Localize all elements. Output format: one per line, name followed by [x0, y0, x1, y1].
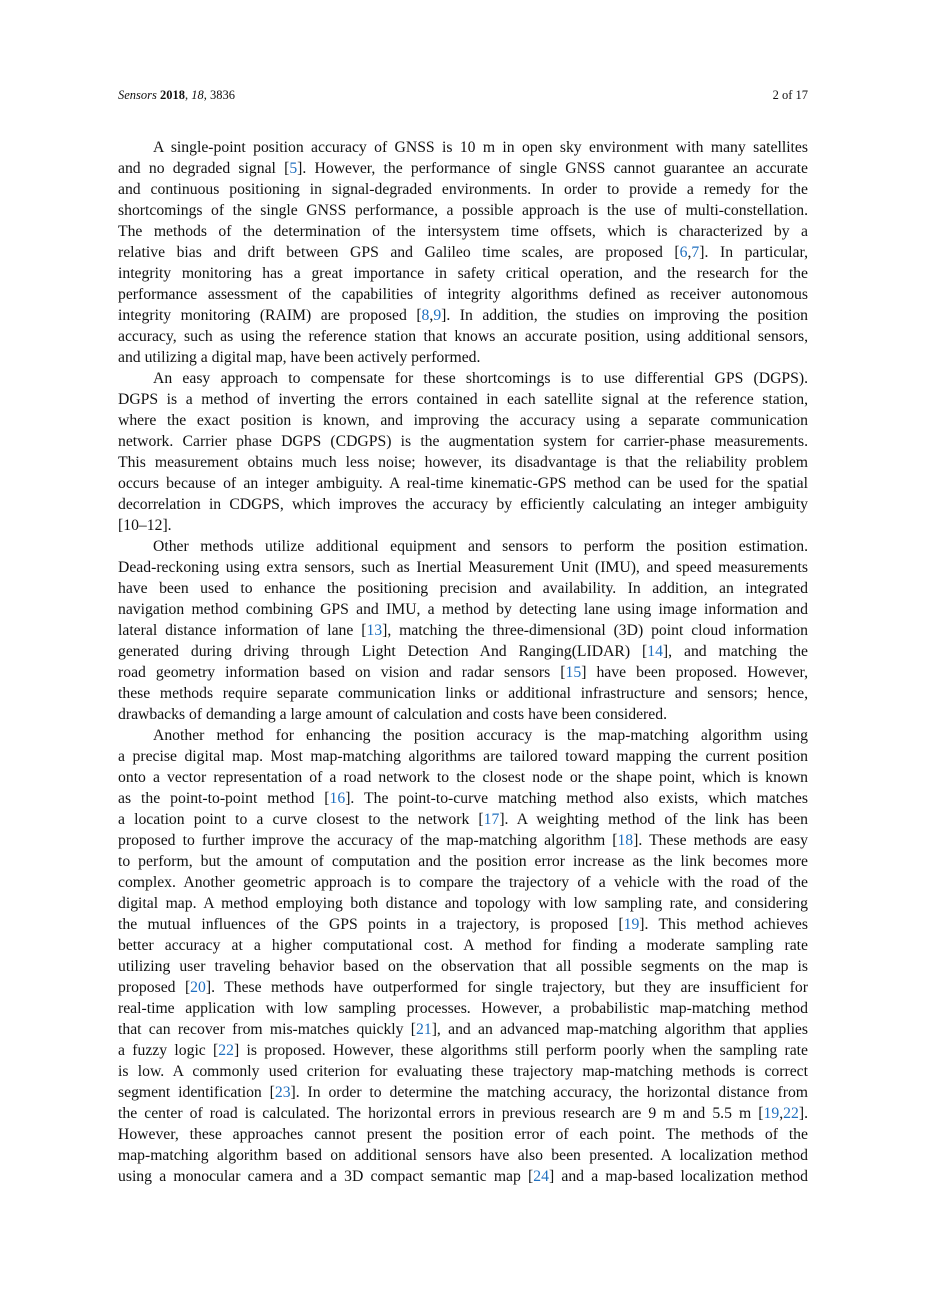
- journal-volume: 18: [191, 88, 204, 102]
- text-line: [10–12].: [118, 517, 172, 534]
- text-line: real-time application with low sampling processes. However, a probabilistic map-matching method: [118, 1000, 808, 1017]
- text-line: Other methods utilize additional equipment and sensors to perform the position estimation.: [153, 538, 808, 555]
- text-line: utilizing user traveling behavior based on the observation that all possible segments on the map is: [118, 958, 808, 975]
- text-line: However, these approaches cannot present the position error of each point. The methods of the: [118, 1126, 808, 1143]
- page-number: 2 of 17: [772, 88, 808, 102]
- text-line: and utilizing a digital map, have been actively performed.: [118, 349, 481, 366]
- text-line: proposed to further improve the accuracy of the map-matching algorithm [18]. These methods are easy: [118, 832, 808, 849]
- text-line: complex. Another geometric approach is to compare the trajectory of a vehicle with the road of the: [118, 874, 808, 891]
- citation-link[interactable]: 22: [783, 1105, 799, 1122]
- citation-link[interactable]: 9: [433, 307, 442, 324]
- citation-link[interactable]: 18: [617, 832, 634, 849]
- text-line: to perform, but the amount of computation and the position error increase as the link becomes more: [118, 853, 808, 870]
- text-line: the center of road is calculated. The horizontal errors in previous research are 9 m and 5.5 m [19,22].: [118, 1105, 808, 1122]
- text-line: occurs because of an integer ambiguity. A real-time kinematic-GPS method can be used for the spatial: [118, 475, 808, 492]
- text-line: onto a vector representation of a road network to the closest node or the shape point, which is known: [118, 769, 808, 786]
- citation-link[interactable]: 16: [329, 790, 346, 807]
- citation-link[interactable]: 19: [763, 1105, 780, 1122]
- text-line: integrity monitoring has a great importance in safety critical operation, and the research for the: [118, 265, 808, 282]
- text-line: a fuzzy logic [22] is proposed. However, these algorithms still perform poorly when the sampling rate: [118, 1042, 808, 1059]
- journal-name: Sensors: [118, 88, 157, 102]
- text-line: The methods of the determination of the intersystem time offsets, which is characterized by a: [118, 223, 808, 240]
- text-line: a precise digital map. Most map-matching algorithms are tailored toward mapping the current position: [118, 748, 808, 765]
- citation-link[interactable]: 15: [565, 664, 582, 681]
- text-line: that can recover from mis-matches quickly [21], and an advanced map-matching algorithm that applies: [118, 1021, 808, 1038]
- text-line: is low. A commonly used criterion for evaluating these trajectory map-matching methods is correct: [118, 1063, 808, 1080]
- text-line: a location point to a curve closest to the network [17]. A weighting method of the link has been: [118, 811, 808, 828]
- citation-link[interactable]: 13: [366, 622, 383, 639]
- text-line: shortcomings of the single GNSS performance, a possible approach is the use of multi-constellation.: [118, 202, 808, 219]
- text-line: DGPS is a method of inverting the errors contained in each satellite signal at the reference station,: [118, 391, 808, 408]
- text-line: A single-point position accuracy of GNSS is 10 m in open sky environment with many satellites: [153, 139, 808, 156]
- text-line: road geometry information based on vision and radar sensors [15] have been proposed. However,: [118, 664, 808, 681]
- journal-year: 2018: [160, 88, 186, 102]
- text-line: network. Carrier phase DGPS (CDGPS) is the augmentation system for carrier-phase measurements.: [118, 433, 808, 450]
- paragraph: [118, 725, 808, 1187]
- text-line: navigation method combining GPS and IMU, a method by detecting lane using image information and: [118, 601, 808, 618]
- citation-link[interactable]: 7: [691, 244, 700, 261]
- text-line: An easy approach to compensate for these shortcomings is to use differential GPS (DGPS).: [153, 370, 808, 387]
- text-line: map-matching algorithm based on additional sensors have also been presented. A localization method: [118, 1147, 808, 1164]
- paragraph: [118, 368, 808, 536]
- citation-link[interactable]: 22: [218, 1042, 234, 1059]
- text-line: these methods require separate communication links or additional infrastructure and sensors; hence,: [118, 685, 808, 702]
- text-line: lateral distance information of lane [13], matching the three-dimensional (3D) point cloud information: [118, 622, 808, 639]
- citation-link[interactable]: 8: [421, 307, 430, 324]
- citation-link[interactable]: 21: [416, 1021, 432, 1038]
- text-line: integrity monitoring (RAIM) are proposed [8,9]. In addition, the studies on improving the position: [118, 307, 809, 324]
- citation-link[interactable]: 19: [623, 916, 640, 933]
- citation-link[interactable]: 20: [190, 979, 206, 996]
- text-line: and no degraded signal [5]. However, the performance of single GNSS cannot guarantee an accurate: [118, 160, 808, 177]
- text-line: performance assessment of the capabilities of integrity algorithms defined as receiver autonomous: [118, 286, 808, 303]
- citation-link[interactable]: 23: [274, 1084, 291, 1101]
- citation-header: Sensors 2018, 18, 3836: [118, 88, 236, 102]
- citation-link[interactable]: 17: [483, 811, 500, 828]
- citation-link[interactable]: 5: [289, 160, 298, 177]
- text-line: and continuous positioning in signal-degraded environments. In order to provide a remedy for the: [118, 181, 808, 198]
- citation-link[interactable]: 14: [647, 643, 663, 660]
- citation-link[interactable]: 24: [533, 1168, 549, 1185]
- paragraph: [118, 137, 808, 368]
- text-line: better accuracy at a higher computational cost. A method for finding a moderate sampling rate: [118, 937, 808, 954]
- text-line: generated during driving through Light Detection And Ranging(LIDAR) [14], and matching the: [118, 643, 808, 660]
- text-line: This measurement obtains much less noise; however, its disadvantage is that the reliability problem: [118, 454, 808, 471]
- body-text: [118, 137, 808, 1187]
- text-line: Dead-reckoning using extra sensors, such as Inertial Measurement Unit (IMU), and speed measurements: [118, 559, 808, 576]
- text-line: decorrelation in CDGPS, which improves the accuracy by efficiently calculating an integer ambiguity: [118, 496, 808, 513]
- text-line: Another method for enhancing the position accuracy is the map-matching algorithm using: [153, 727, 808, 744]
- text-line: using a monocular camera and a 3D compact semantic map [24] and a map-based localization method: [118, 1168, 808, 1185]
- text-line: segment identification [23]. In order to determine the matching accuracy, the horizontal distance from: [118, 1084, 808, 1101]
- text-line: relative bias and drift between GPS and Galileo time scales, are proposed [6,7]. In particular,: [118, 244, 808, 261]
- text-line: the mutual influences of the GPS points in a trajectory, is proposed [19]. This method achieves: [118, 916, 809, 933]
- text-line: proposed [20]. These methods have outperformed for single trajectory, but they are insufficient for: [118, 979, 808, 996]
- paragraph: [118, 536, 808, 725]
- text-line: digital map. A method employing both distance and topology with low sampling rate, and considering: [118, 895, 808, 912]
- text-line: drawbacks of demanding a large amount of calculation and costs have been considered.: [118, 706, 668, 723]
- text-line: as the point-to-point method [16]. The point-to-curve matching method also exists, which matches: [118, 790, 808, 807]
- text-line: have been used to enhance the positioning precision and availability. In addition, an integrated: [118, 580, 808, 597]
- text-line: accuracy, such as using the reference station that knows an accurate position, using additional sensors,: [118, 328, 808, 345]
- article-number: 3836: [210, 88, 236, 102]
- text-line: where the exact position is known, and improving the accuracy using a separate communication: [118, 412, 808, 429]
- citation-link[interactable]: 6: [679, 244, 688, 261]
